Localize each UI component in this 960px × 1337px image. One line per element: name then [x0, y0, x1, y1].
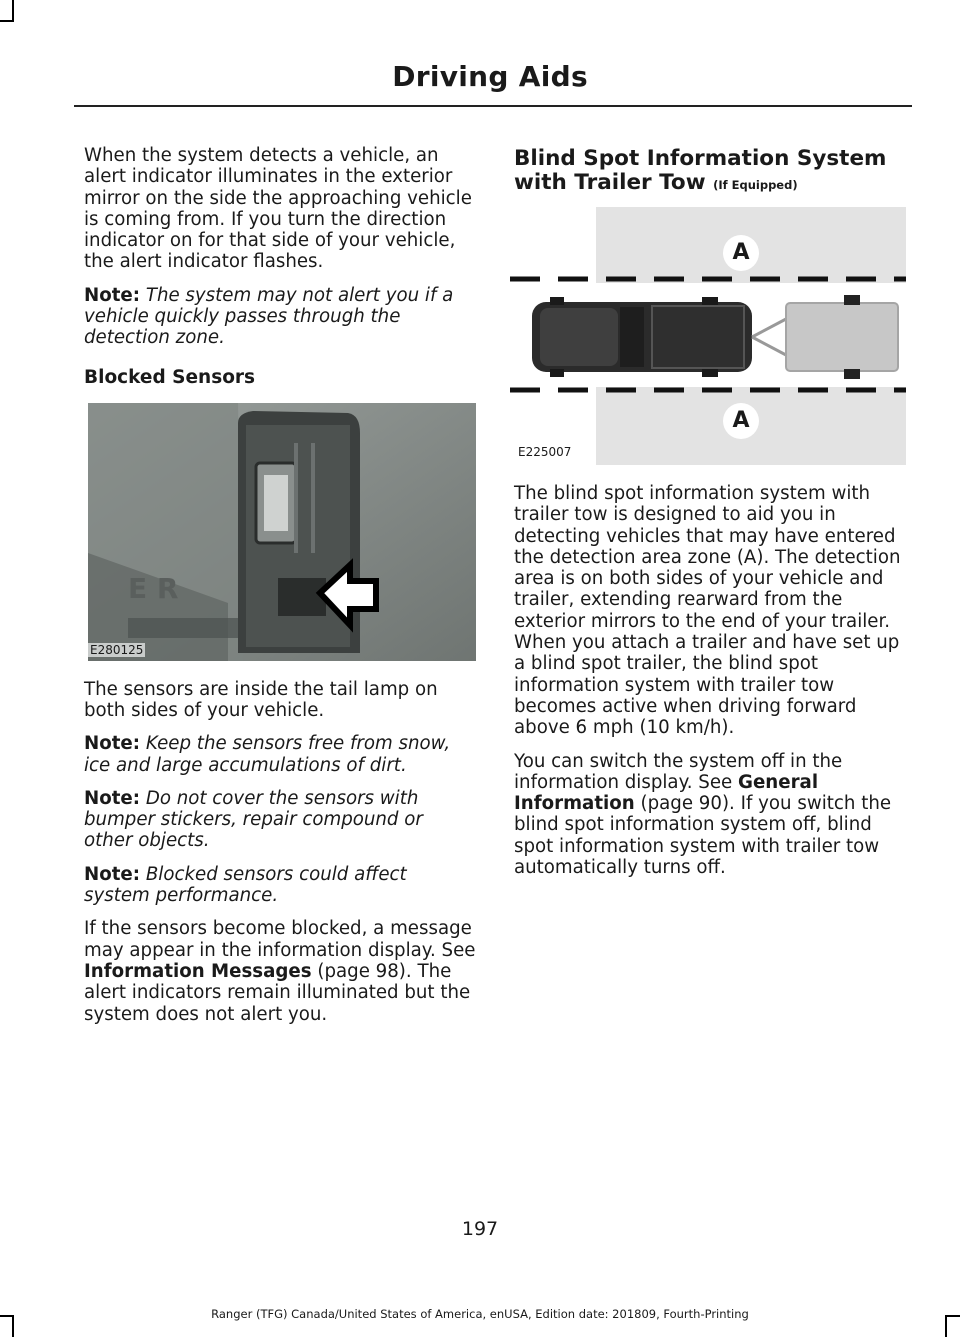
paragraph-text: (page 90). If you switch the blind spot information system off, blind spot information system with trailer tow automatically turns off. [514, 793, 892, 879]
svg-text:E R: E R [128, 571, 179, 605]
zone-marker-bottom: A [723, 403, 759, 439]
note-text: Keep the sensors free from snow, ice and large accumulations of dirt. [84, 733, 451, 776]
paragraph-text: If the sensors become blocked, a message may appear in the information display. See [84, 918, 476, 961]
subheading: Blocked Sensors [84, 366, 256, 388]
left-column [84, 145, 476, 1037]
zone-marker-top: A [723, 235, 759, 271]
note-label: Note: [84, 787, 141, 809]
edition-footer: Ranger (TFG) Canada/United States of America, enUSA, Edition date: 201809, Fourth-Printing [211, 1307, 749, 1321]
paragraph: When the system detects a vehicle, an alert indicator illuminates in the exterior mirror on the side the approaching vehicle is coming from. If you turn the direction indicator on for that side of your vehicle, the alert indicator flashes. [84, 145, 472, 273]
page-number: 197 [461, 1218, 499, 1240]
cross-reference-link[interactable]: Information Messages [84, 960, 312, 982]
tail-lamp-illustration [88, 403, 476, 661]
paragraph: The blind spot information system with trailer tow is designed to aid you in detecting vehicles that may have entered the detection area zone (A). The detection area is on both sides of your vehicle and trailer, extending rearward from the exterior mirrors to the end of your trailer. When you attach a trailer and have set up a blind spot trailer, the blind spot information system with trailer tow becomes active when driving forward above 6 mph (10 km/h). [514, 483, 901, 739]
figure-code: E225007 [518, 445, 572, 459]
paragraph-text: (page 98). The alert indicators remain illuminated but the system does not alert you. [84, 960, 471, 1025]
note [84, 733, 476, 776]
paragraph-text: You can switch the system off in the information display. See [514, 750, 843, 793]
cross-reference-link[interactable]: General Information [514, 771, 819, 815]
figure-code: E280125 [90, 642, 144, 657]
note [84, 788, 476, 852]
trailer-tow-figure [510, 207, 906, 465]
note-label: Note: [84, 733, 141, 755]
crop-mark [0, 20, 14, 22]
tail-lamp-figure [88, 403, 476, 661]
equipment-condition: (If Equipped) [713, 178, 798, 192]
note-text: The system may not alert you if a vehicle quickly passes through the detection zone. [84, 284, 454, 349]
note-text: Blocked sensors could affect system performance. [84, 863, 407, 907]
detection-zone-illustration [510, 207, 906, 465]
paragraph [84, 918, 476, 1024]
page-title: Driving Aids [392, 60, 588, 93]
paragraph: The sensors are inside the tail lamp on both sides of your vehicle. [84, 678, 438, 721]
note [84, 864, 476, 907]
right-column [514, 145, 910, 890]
header-divider [74, 105, 912, 107]
paragraph [514, 751, 910, 879]
note-text: Do not cover the sensors with bumper stickers, repair compound or other objects. [84, 787, 423, 852]
crop-mark [12, 0, 14, 22]
note-label: Note: [84, 284, 141, 306]
note [84, 285, 476, 349]
section-heading [514, 147, 910, 197]
section-heading-text: Blind Spot Information System with Trailer Tow [514, 146, 887, 195]
note-label: Note: [84, 863, 141, 885]
